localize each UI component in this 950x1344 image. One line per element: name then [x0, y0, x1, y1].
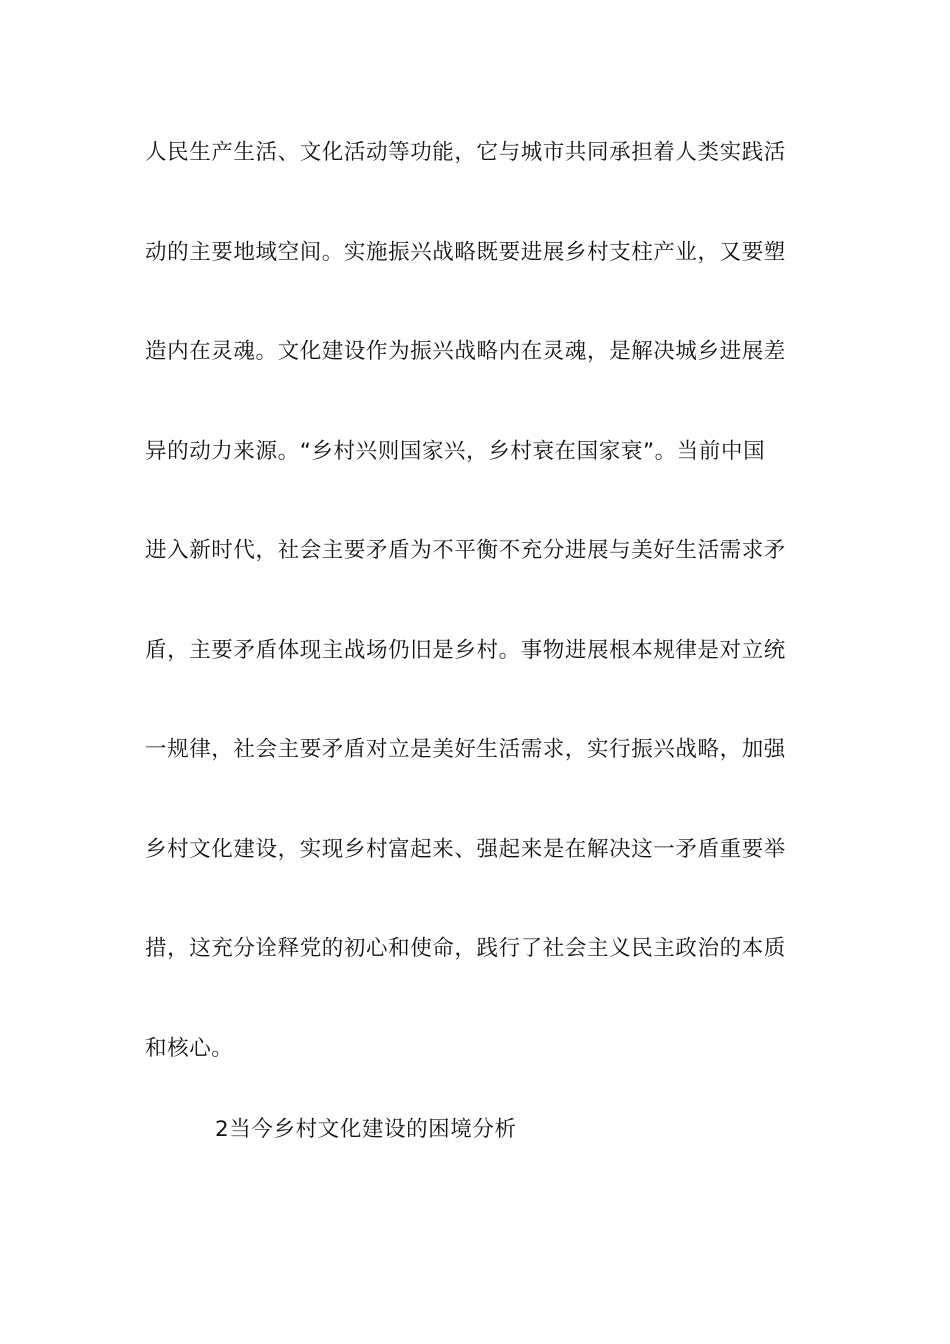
paragraph-line: 和核心。 [145, 1035, 234, 1061]
paragraph-line: 进入新时代，社会主要矛盾为不平衡不充分进展与美好生活需求矛 [145, 538, 786, 563]
paragraph-line: 造内在灵魂。文化建设作为振兴战略内在灵魂，是解决城乡进展差 [145, 339, 786, 364]
section-heading: 2当今乡村文化建设的困境分析 [215, 1117, 517, 1142]
paragraph-line: 异的动力来源。“乡村兴则国家兴，乡村衰在国家衰”。当前中国 [145, 438, 766, 464]
paragraph-line: 盾，主要矛盾体现主战场仍旧是乡村。事物进展根本规律是对立统 [145, 637, 786, 663]
paragraph-line: 动的主要地域空间。实施振兴战略既要进展乡村支柱产业，又要塑 [145, 239, 786, 265]
paragraph-line: 乡村文化建设，实现乡村富起来、强起来是在解决这一矛盾重要举 [145, 836, 786, 862]
paragraph-line: 一规律，社会主要矛盾对立是美好生活需求，实行振兴战略，加强 [145, 737, 786, 762]
paragraph-line: 措，这充分诠释党的初心和使命，践行了社会主义民主政治的本质 [145, 936, 786, 961]
body-paragraph [145, 128, 815, 1123]
paragraph-line: 人民生产生活、文化活动等功能，它与城市共同承担着人类实践活 [145, 140, 786, 165]
